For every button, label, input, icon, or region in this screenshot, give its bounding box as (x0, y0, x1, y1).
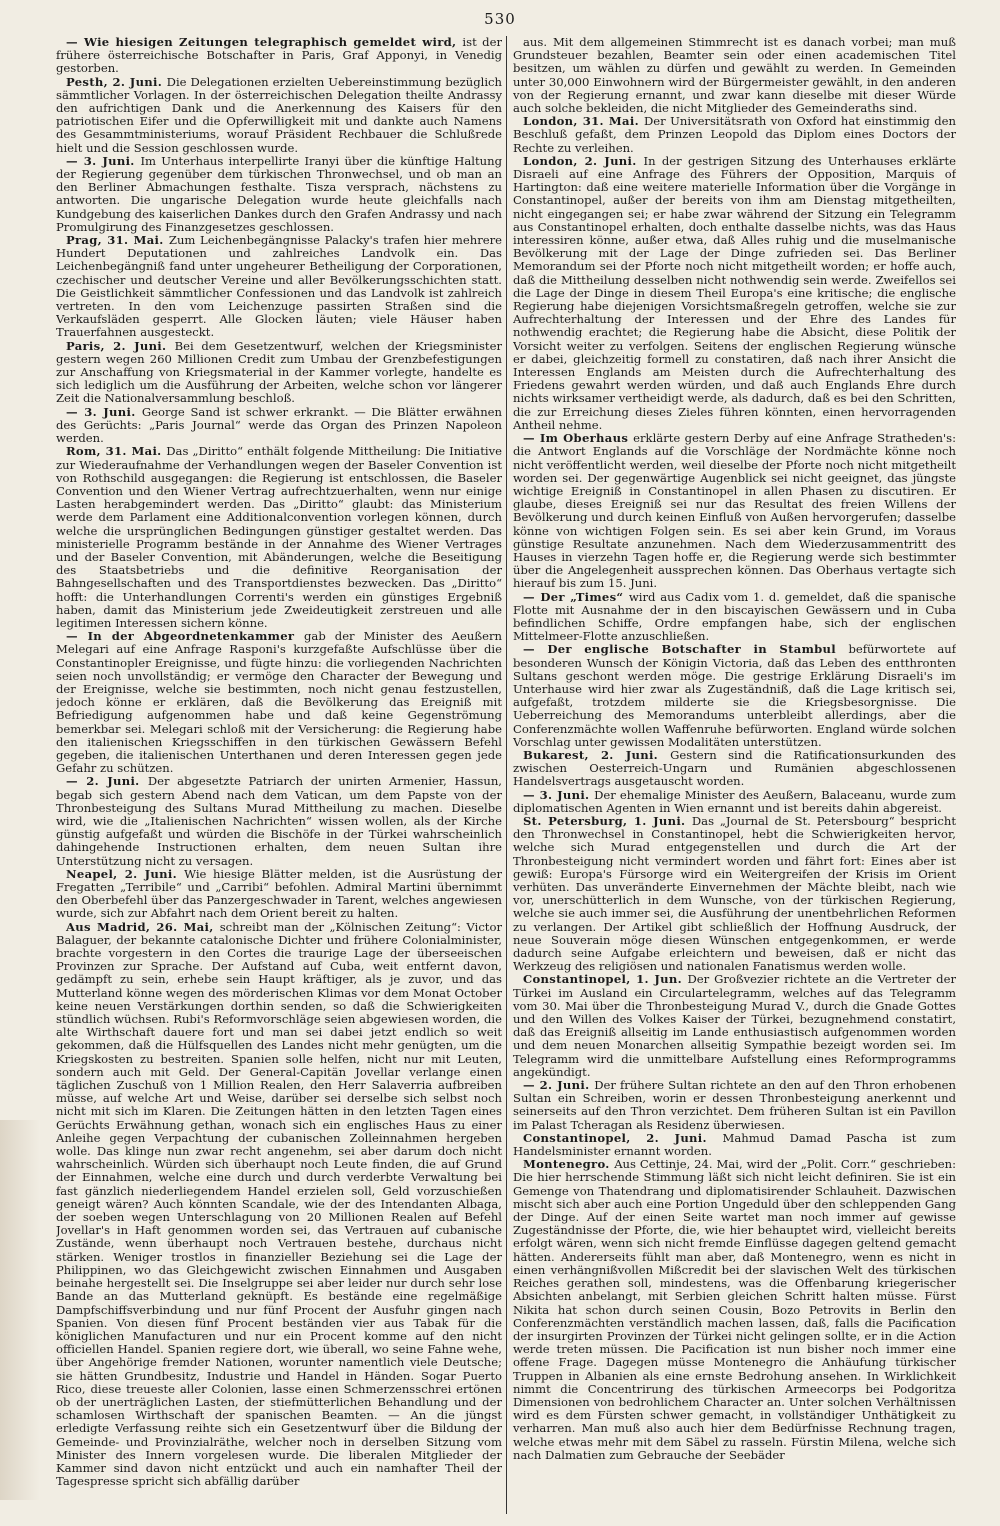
article-paragraph (56, 630, 502, 775)
article-dateline: Prag, 31. Mai. (66, 233, 169, 248)
article-dateline: Constantinopel, 1. Jun. (523, 972, 688, 987)
article-paragraph (513, 36, 956, 115)
right-column (513, 36, 956, 1514)
article-dateline: — 3. Juni. (523, 787, 595, 802)
article-dateline: Aus Madrid, 26. Mai, (66, 919, 220, 934)
article-text: Das „Diritto“ enthält folgende Mittheilung: Die Initiative zur Wiederaufnahme der Verhandlungen wegen der Baseler Convention ist von Rothschild ausgegangen: die Regierung ist entschlossen, die Baseler Convention und den Wiener Vertrag aufrechtzuerhalten, wenn nur einige Lasten herabgemindert werden. Das „Diritto“ glaubt: das Ministerium werde dem Parlament eine Additionalconvention vorlegen können, durch welche die ursprünglichen Bedingungen günstiger gestaltet werden. Das ministerielle Programm bestände in der Annahme des Wiener Vertrages und der Baseler Convention, mit Abänderungen, welche die Beseitigung des Staatsbetriebs und die definitive Reorganisation der Bahngesellschaften und des Transportdienstes bezwecken. Das „Diritto“ hofft: die Unterhandlungen Correnti's werden ein günstiges Ergebniß haben, damit das Ministerium jede Zweideutigkeit zerstreuen und alle legitimen Interessen sichern könne. (56, 444, 502, 630)
article-text: Die Delegationen erzielten Uebereinstimmung bezüglich sämmtlicher Vorlagen. In der österreichischen Delegation theilte Andrassy den aufrichtigen Dank und die Anerkennung des Kaisers für den patriotischen Eifer und die Opferwilligkeit mit und dankte auch Namens des Gesammtministeriums, worauf Präsident Rechbauer die Schlußrede hielt und die Session geschlossen wurde. (56, 74, 502, 155)
article-text: Im Unterhaus interpellirte Iranyi über die künftige Haltung der Regierung gegenüber dem türkischen Thronwechsel, und ob man an den Berliner Abmachungen festhalte. Tisza versprach, nächstens zu antworten. Die ungarische Delegation wurde heute gleichfalls nach Kundgebung des kaiserlichen Dankes durch den Grafen Andrassy und nach Promulgirung des Finanzgesetzes geschlossen. (56, 153, 502, 234)
article-text: Der ehemalige Minister des Aeußern, Balaceanu, wurde zum diplomatischen Agenten in Wien ernannt und ist bereits dahin abgereist. (513, 787, 956, 815)
article-text: wird aus Cadix vom 1. d. gemeldet, daß die spanische Flotte mit Ausnahme der in den biscayischen Gewässern und in Cuba befindlichen Schiffe, Ordre empfangen habe, sich der englischen Mittelmeer-Flotte anzuschließen. (513, 589, 956, 644)
article-dateline: Pesth, 2. Juni. (66, 74, 167, 89)
article-dateline: Neapel, 2. Juni. (66, 866, 185, 881)
article-paragraph (513, 1158, 956, 1462)
article-text: Der Universitätsrath von Oxford hat einstimmig den Beschluß gefaßt, dem Prinzen Leopold das Diplom eines Doctors der Rechte zu verleihen. (513, 114, 956, 155)
article-dateline: London, 31. Mai. (523, 114, 644, 129)
article-paragraph (513, 591, 956, 644)
article-paragraph (513, 115, 956, 155)
article-text: Aus Cettinje, 24. Mai, wird der „Polit. Corr.“ geschrieben: Die hier herrschende Stimmung läßt sich nicht leicht definiren. Sie ist ein Gemenge von Thatendrang und diplomatisirender Schlauheit. Dazwischen mischt sich aber auch eine Portion Ungeduld über den schleppenden Gang der Dinge. Auf der einen Seite wartet man noch immer auf gewisse Zugeständnisse der Pforte, die, wie hier behauptet wird, vielleicht bereits erfolgt wären, wenn sich nicht fremde Einflüsse dagegen geltend gemacht hätten. Andererseits fühlt man aber, daß Montenegro, wenn es nicht in einen verhängnißvollen Mißcredit bei der slavischen Welt des türkischen Reiches gerathen soll, mindestens, was die Offenbarung kriegerischer Absichten anbelangt, mit Serbien gleichen Schritt halten müsse. Fürst Nikita hat schon durch seinen Cousin, Bozo Petrovits in Berlin den Conferenzmächten verständlich machen lassen, daß, falls die Pacification der insurgirten Provinzen der Türkei nicht gelingen sollte, er in die Action werde treten müssen. Die Pacification ist nun bisher noch immer eine offene Frage. Dagegen müsse Montenegro die Anhäufung türkischer Truppen in Albanien als eine ernste Bedrohung ansehen. In Wirklichkeit nimmt die Concentrirung des türkischen Armeecorps bei Podgoritza Dimensionen von bedrohlichem Character an. Unter solchen Verhältnissen wird es dem Fürsten schwer gemacht, in vollständiger Unthätigkeit zu verharren. Man muß also auch hier dem Bedürfnisse Rechnung tragen, welche etwas mehr mit dem Säbel zu rasseln. Fürstin Milena, welche sich nach Dalmatien zum Gebrauche der Seebäder (513, 1157, 956, 1462)
article-text: Der Großvezier richtete an die Vertreter der Türkei im Ausland ein Circulartelegramm, welches auf das Telegramm vom 30. Mai über die Thronbesteigung Murad V., durch die Gnade Gottes und den Willen des Volkes Kaiser der Türkei, bezugnehmend constatirt, daß das Ereigniß allseitig im Lande enthusiastisch aufgenommen worden und dem neuen Monarchen allseitig Sympathie bezeigt worden sei. Im Telegramm wird die unmittelbare Aufstellung eines Reformprogramms angekündigt. (513, 972, 956, 1079)
article-text: Gestern sind die Ratificationsurkunden des zwischen Oesterreich-Ungarn und Rumänien abgeschlossenen Handelsvertrags ausgetauscht worden. (513, 747, 956, 789)
article-paragraph (513, 789, 956, 815)
article-dateline: Paris, 2. Juni. (66, 338, 175, 353)
article-paragraph (513, 1079, 956, 1132)
article-dateline: — Der englische Botschafter in Stambul (523, 642, 849, 657)
article-text: Zum Leichenbegängnisse Palacky's trafen hier mehrere Hundert Deputationen und zahlreiches Landvolk ein. Das Leichenbegängniß fand unter ungeheurer Betheiligung der Corporationen, czechischer und deutscher Vereine und aller Bevölkerungsschichten statt. Die Geistlichkeit sämmtlicher Confessionen und das Landvolk ist zahlreich vertreten. In den vom Leichenzuge passirten Straßen sind die Verkaufsläden gesperrt. Alle Glocken läuten; viele Häuser haben Trauerfahnen ausgesteckt. (56, 233, 502, 340)
article-text: George Sand ist schwer erkrankt. — Die Blätter erwähnen des Gerüchts: „Paris Journal“ werde das Organ des Prinzen Napoleon werden. (56, 404, 502, 446)
article-text: Der abgesetzte Patriarch der unirten Armenier, Hassun, begab sich gestern Abend nach dem Vatican, um dem Papste von der Thronbesteigung des Sultans Murad Mittheilung zu machen. Dieselbe wird, wie die „Italienischen Nachrichten“ wissen wollen, als der Kirche günstig aufgefaßt und würden die Bischöfe in der Türkei wahrscheinlich dahingehende Instructionen erhalten, dem neuen Sultan ihre Unterstützung nicht zu versagen. (56, 774, 502, 868)
article-text: schreibt man der „Kölnischen Zeitung“: Victor Balaguer, der bekannte catalonische Dichter und frühere Colonialminister, brachte vorgestern in den Cortes die traurige Lage der überseeischen Provinzen zur Sprache. Der Aufstand auf Cuba, weit entfernt davon, gedämpft zu sein, erhebe sein Haupt kräftiger, als je zuvor, und das Mutterland könne wegen des mörderischen Klimas vor dem Monat October keine neuen Verstärkungen dorthin senden, so daß die Schwierigkeiten stündlich wüchsen. Rubi's Reformvorschläge seien abgewiesen worden, die alte Wirthschaft dauere fort und man sei dabei jetzt endlich so weit gekommen, daß die Hülfsquellen des Landes nicht mehr genügten, um die Kriegskosten zu bestreiten. Spanien solle helfen, nicht nur mit Leuten, sondern auch mit Geld. Der General-Capitän Jovellar verlange einen täglichen Zuschuß von 1 Million Realen, den Herr Salaverria aufbreiben müsse, auf welche Art und Weise, darüber sei derselbe sich selbst noch nicht mit sich im Klaren. Die Zeitungen hätten in den letzten Tagen eines Gerüchts Erwähnung gethan, wonach sich ein englisches Haus zu einer Anleihe gegen Verpachtung der cubanischen Zolleinnahmen hergeben wolle. Das klinge nun zwar recht angenehm, sei aber darum doch nicht wahrscheinlich. Würden sich überhaupt noch Leute finden, die auf Grund der Einnahmen, welche eine durch und durch verderbte Verwaltung bei fast gänzlich niederliegendem Handel erzielen soll, Geld vorzuschießen geneigt wären? Auch könnten Scandale, wie der des Intendanten Albaga, der soeben wegen Unterschlagung von 20 Millionen Realen auf Befehl Jovellar's in Haft genommen worden sei, das Vertrauen auf cubanische Zustände, wenn überhaupt noch Vertrauen bestehe, durchaus nicht stärken. Weniger trostlos in finanzieller Beziehung sei die Lage der Philippinen, wo das Gleichgewicht zwischen Einnahmen und Ausgaben beinahe hergestellt sei. Die Inselgruppe sei aber leider nur durch sehr lose Bande an das Mutterland geknüpft. Es bestände eine regelmäßige Dampfschiffsverbindung und nur fünf Procent der Ausfuhr gingen nach Spanien. Von diesen fünf Procent beständen vier aus Tabak für die königlichen Manufacturen und nur ein Procent komme auf den nicht officiellen Handel. Spanien regiere dort, wie überall, wo seine Fahne wehe, über Angehörige fremder Nationen, worunter namentlich viele Deutsche; sie hätten Grundbesitz, Industrie und Handel in Händen. Sogar Puerto Rico, diese treueste aller Colonien, lasse einen Schmerzensschrei ertönen ob der unerträglichen Lasten, der stiefmütterlichen Behandlung und der schamlosen Wirthschaft der spanischen Beamten. — An die jüngst erledigte Verfassung reihte sich ein Gesetzentwurf über die Bildung der Gemeinde- und Provinzialräthe, welcher noch in derselben Sitzung vom Minister des Innern vorgelesen wurde. Die liberalen Mitglieder der Kammer sind davon nicht entzückt und auch ein namhafter Theil der Tagespresse spricht sich abfällig darüber (56, 919, 502, 1489)
article-dateline: Montenegro. (523, 1157, 615, 1172)
article-paragraph (56, 406, 502, 446)
article-text: Wie hiesige Blätter melden, ist die Ausrüstung der Fregatten „Terribile“ und „Carribi“ befohlen. Admiral Martini übernimmt den Oberbefehl über das Panzergeschwader in Tarent, welches angewiesen wurde, sich zur Abfahrt nach dem Orient bereit zu halten. (56, 866, 502, 921)
article-paragraph (56, 445, 502, 630)
article-paragraph (513, 815, 956, 973)
article-paragraph (56, 921, 502, 1489)
article-dateline: St. Petersburg, 1. Juni. (523, 813, 692, 828)
article-paragraph (56, 868, 502, 921)
article-paragraph (513, 1132, 956, 1158)
article-paragraph (56, 155, 502, 234)
article-dateline: — 2. Juni. (66, 774, 148, 789)
article-paragraph (513, 749, 956, 789)
article-dateline: — Wie hiesigen Zeitungen telegraphisch gemeldet wird, (66, 36, 463, 49)
article-dateline: London, 2. Juni. (523, 153, 644, 168)
article-dateline: Constantinopel, 2. Juni. (523, 1130, 723, 1145)
article-dateline: — Im Oberhaus (523, 431, 634, 446)
article-text: Bei dem Gesetzentwurf, welchen der Kriegsminister gestern wegen 260 Millionen Credit zum Umbau der Grenzbefestigungen zur Anschaffung von Kriegsmaterial in der Kammer vorlegte, handelte es sich lediglich um die Ausführung der Arbeiten, welche schon vor längerer Zeit die Nationalversammlung beschloß. (56, 338, 502, 406)
article-dateline: Rom, 31. Mai. (66, 444, 167, 459)
article-paragraph (56, 76, 502, 155)
article-paragraph (513, 973, 956, 1079)
article-text: Das „Journal de St. Petersbourg“ bespricht den Thronwechsel in Constantinopel, hebt die Schwierigkeiten hervor, welche sich Murad entgegenstellen und durch die Art der Thronbesteigung nicht vermindert worden und fährt fort: Eines aber ist gewiß: Europa's Fürsorge wird ein Weitergreifen der Krisis im Orient verhüten. Das unveränderte Einvernehmen der Mächte bleibt, nach wie vor, unerschütterlich in dem Wunsche, von der türkischen Regierung, welche sie auch immer sei, die Ausführung der unentbehrlichen Reformen zu verlangen. Der Artikel gibt schließlich der Hoffnung Ausdruck, der neue Souverain möge diesen Wünschen entgegenkommen, er werde dadurch seine Aufgabe erleichtern und beweisen, daß er nicht das Werkzeug des religiösen und nationalen Fanatismus werden wolle. (513, 813, 956, 974)
article-dateline: — In der Abgeordnetenkammer (66, 629, 304, 644)
column-divider (506, 36, 507, 1514)
article-dateline: — 2. Juni. (523, 1078, 595, 1093)
article-paragraph (56, 234, 502, 340)
article-paragraph (513, 432, 956, 590)
page-number: 530 (484, 10, 516, 28)
article-text: Der frühere Sultan richtete an den auf den Thron erhobenen Sultan ein Schreiben, worin er dessen Thronbesteigung anerkennt und seinerseits auf den Thron verzichtet. Dem früheren Sultan ist ein Pavillon im Palast Tcheragan als Residenz überwiesen. (513, 1078, 956, 1132)
article-text: gab der Minister des Aeußern Melegari auf eine Anfrage Rasponi's kurzgefaßte Aufschlüsse über die Constantinopler Ereignisse, und fügte hinzu: die vorliegenden Nachrichten seien noch unvollständig; er vermöge den Character der Bewegung und der Ereignisse, welche sie bestimmten, noch nicht genau festzustellen, jedoch könne er erklären, daß die Bevölkerung das Ereigniß mit Befriedigung aufgenommen habe und daß keine Gegenströmung bemerkbar sei. Melegari schloß mit der Versicherung: die Regierung habe den italienischen Kriegsschiffen in den türkischen Gewässern Befehl gegeben, die italienischen Unterthanen und deren Interessen gegen jede Gefahr zu schützen. (56, 629, 502, 776)
left-column (56, 36, 502, 1514)
paper-stain (0, 1120, 40, 1500)
article-paragraph (513, 155, 956, 432)
article-text: ist der frühere österreichische Botschafter in Paris, Graf Apponyi, in Venedig gestorben. (56, 36, 502, 76)
article-dateline: — Der „Times“ (523, 589, 629, 604)
article-paragraph (56, 36, 502, 76)
article-text: Mahmud Damad Pascha ist zum Handelsminister ernannt worden. (513, 1130, 956, 1159)
article-dateline: — 3. Juni. (66, 153, 141, 168)
article-paragraph (513, 643, 956, 749)
article-text: erklärte gestern Derby auf eine Anfrage Stratheden's: die Antwort Englands auf die Vorschläge der Nordmächte könne noch nicht veröffentlicht werden, weil dieselbe der Pforte noch nicht mitgetheilt worden sei. Der gegenwärtige Augenblick sei nicht geeignet, das jüngste wichtige Ereigniß in Constantinopel in allen Phasen zu discutiren. Er glaube, dieses Ereigniß sei nur das Resultat des freien Willens der Bevölkerung und durch keinen Einfluß von Außen hervorgerufen; dasselbe könne von wichtigen Folgen sein. Es sei aber kein Grund, im Voraus günstige Resultate anzunehmen. Nach dem Wiederzusammentritt des Hauses in vierzehn Tagen hoffe er, die Regierung werde sich bestimmter über die Angelegenheit aussprechen können. Das Oberhaus vertagte sich hierauf bis zum 15. Juni. (513, 431, 956, 591)
article-paragraph (56, 775, 502, 867)
article-text: In der gestrigen Sitzung des Unterhauses erklärte Disraeli auf eine Anfrage des Führers der Opposition, Marquis of Hartington: daß eine weitere materielle Information über die Vorgänge in Constantinopel, außer der bereits von ihm am Dienstag mitgetheilten, nicht eingegangen sei; er habe zwar während der Sitzung ein Telegramm aus Constantinopel erhalten, doch enthalte dasselbe nichts, was das Haus interessiren könne, außer etwa, daß Alles ruhig und die muselmanische Bevölkerung mit der Lage der Dinge zufrieden sei. Das Berliner Memorandum sei der Pforte noch nicht mitgetheilt worden; er hoffe auch, daß die Mittheilung desselben nicht nothwendig sein werde. Zweifellos sei die Lage der Dinge in diesem Theil Europa's eine kritische; die englische Regierung habe diejenigen Vorsichtsmaßregeln getroffen, welche sie zur Aufrechterhaltung der Interessen und der Ehre des Landes für nothwendig erachtet; die Regierung habe die Absicht, diese Politik der Vorsicht weiter zu verfolgen. Seitens der englischen Regierung wünsche er dabei, gleichzeitig formell zu constatiren, daß nach ihrer Ansicht die Interessen Englands am Meisten durch die Aufrechterhaltung des Friedens gewahrt werden würden, und daß auch Englands Ehre durch nichts wirksamer vertheidigt werde, als dadurch, daß es bei den Schritten, die zur Erreichung dieses Zieles führen könnten, einen hervorragenden Antheil nehme. (513, 153, 956, 432)
article-text: aus. Mit dem allgemeinen Stimmrecht ist es danach vorbei; man muß Grundsteuer bezahlen, Beamter sein oder einen academischen Titel besitzen, um wählen zu dürfen und gewählt zu werden. In Gemeinden unter 30,000 Einwohnern wird der Bürgermeister gewählt, in den anderen von der Regierung ernannt, und zwar kann dieselbe mit dieser Würde auch solche bekleiden, die nicht Mitglieder des Gemeinderaths sind. (513, 36, 956, 116)
article-dateline: Bukarest, 2. Juni. (523, 747, 671, 762)
article-dateline: — 3. Juni. (66, 404, 142, 419)
article-paragraph (56, 340, 502, 406)
article-text: befürwortete auf besonderen Wunsch der Königin Victoria, daß das Leben des entthronten Sultans geschont werden möge. Die gestrige Erklärung Disraeli's im Unterhause wird hier zwar als Zugeständniß, daß die Lage kritisch sei, aufgefaßt, trotzdem milderte sie die Kriegsbesorgnisse. Die Ueberreichung des Memorandums unterbleibt allerdings, aber die Conferenzmächte wollen Waffenruhe befürworten. England würde solchen Vorschlag unter gewissen Modalitäten unterstützen. (513, 642, 956, 749)
